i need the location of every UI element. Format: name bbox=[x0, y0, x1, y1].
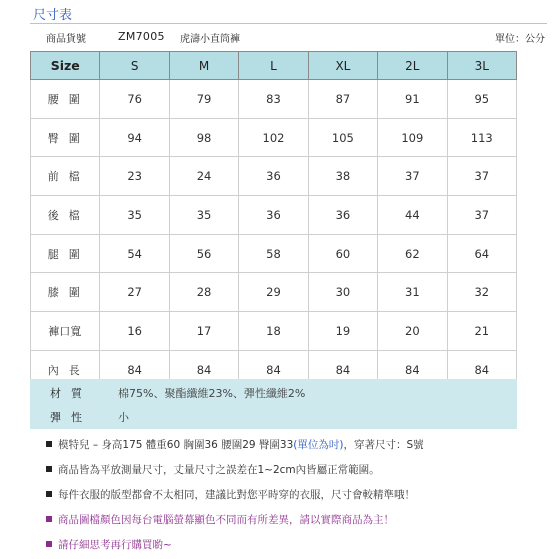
table-cell: 98 bbox=[169, 118, 238, 157]
header-size: Size bbox=[31, 52, 100, 80]
row-label: 內長 bbox=[31, 350, 100, 389]
table-cell: 44 bbox=[378, 196, 447, 235]
bullet-icon bbox=[46, 466, 52, 472]
table-cell: 35 bbox=[169, 196, 238, 235]
table-cell: 79 bbox=[169, 80, 238, 119]
table-cell: 84 bbox=[169, 350, 238, 389]
row-label: 臀圍 bbox=[31, 118, 100, 157]
unit-label: 單位：公分 bbox=[495, 34, 545, 45]
table-cell: 23 bbox=[100, 157, 169, 196]
note-measure-text: 商品皆為平放測量尺寸，丈量尺寸之誤差在1~2cm內皆屬正常範圍。 bbox=[58, 464, 380, 476]
note-measure bbox=[46, 462, 380, 477]
table-cell: 37 bbox=[447, 196, 516, 235]
table-cell: 36 bbox=[239, 196, 308, 235]
row-label: 膝圍 bbox=[31, 273, 100, 312]
product-name: 虎濤小直筒褲 bbox=[180, 34, 240, 45]
table-row bbox=[31, 234, 517, 273]
table-cell: 62 bbox=[378, 234, 447, 273]
table-row bbox=[31, 196, 517, 235]
row-label: 後檔 bbox=[31, 196, 100, 235]
size-table bbox=[30, 51, 517, 390]
note-fit bbox=[46, 487, 415, 502]
note-model-size: ，穿著尺寸：S號 bbox=[343, 439, 424, 451]
table-cell: 64 bbox=[447, 234, 516, 273]
table-cell: 21 bbox=[447, 312, 516, 351]
table-cell: 19 bbox=[308, 312, 377, 351]
table-cell: 16 bbox=[100, 312, 169, 351]
table-cell: 28 bbox=[169, 273, 238, 312]
table-cell: 29 bbox=[239, 273, 308, 312]
table-cell: 84 bbox=[447, 350, 516, 389]
table-cell: 91 bbox=[378, 80, 447, 119]
table-cell: 37 bbox=[447, 157, 516, 196]
product-code-label: 商品貨號 bbox=[46, 34, 86, 45]
table-cell: 38 bbox=[308, 157, 377, 196]
header-l: L bbox=[239, 52, 308, 80]
note-fit-text: 每件衣服的版型都會不太相同，建議比對您平時穿的衣服，尺寸會較精準哦！ bbox=[58, 489, 415, 501]
note-think bbox=[46, 537, 172, 552]
bullet-icon bbox=[46, 491, 52, 497]
note-color-text: 商品圖檔顏色因每台電腦螢幕顯色不同而有所差異，請以實際商品為主！ bbox=[58, 514, 394, 526]
table-cell: 60 bbox=[308, 234, 377, 273]
table-cell: 35 bbox=[100, 196, 169, 235]
note-model-text: 模特兒 – 身高175 體重60 胸圍36 腰圍29 臀圍33 bbox=[58, 439, 294, 451]
table-cell: 17 bbox=[169, 312, 238, 351]
table-cell: 84 bbox=[378, 350, 447, 389]
title-divider bbox=[30, 23, 547, 24]
note-model-unit: (單位為吋) bbox=[293, 439, 344, 451]
table-cell: 36 bbox=[308, 196, 377, 235]
table-cell: 102 bbox=[239, 118, 308, 157]
table-row bbox=[31, 273, 517, 312]
page-title: 尺寸表 bbox=[33, 8, 73, 23]
table-cell: 95 bbox=[447, 80, 516, 119]
fabric-label: 材質 bbox=[50, 387, 92, 400]
product-info-bar bbox=[30, 28, 547, 46]
header-m: M bbox=[169, 52, 238, 80]
table-cell: 109 bbox=[378, 118, 447, 157]
table-cell: 30 bbox=[308, 273, 377, 312]
table-row bbox=[31, 118, 517, 157]
header-3l: 3L bbox=[447, 52, 516, 80]
row-label: 腰圍 bbox=[31, 80, 100, 119]
fabric-value: 棉75%、聚酯纖維23%、彈性纖維2% bbox=[118, 387, 306, 400]
table-cell: 31 bbox=[378, 273, 447, 312]
size-header-row bbox=[31, 52, 517, 80]
table-cell: 18 bbox=[239, 312, 308, 351]
bullet-icon bbox=[46, 516, 52, 522]
header-s: S bbox=[100, 52, 169, 80]
table-cell: 84 bbox=[308, 350, 377, 389]
table-cell: 32 bbox=[447, 273, 516, 312]
table-row bbox=[31, 80, 517, 119]
material-panel bbox=[30, 379, 517, 429]
table-cell: 94 bbox=[100, 118, 169, 157]
table-cell: 56 bbox=[169, 234, 238, 273]
table-cell: 24 bbox=[169, 157, 238, 196]
header-2l: 2L bbox=[378, 52, 447, 80]
table-row bbox=[31, 157, 517, 196]
table-cell: 37 bbox=[378, 157, 447, 196]
note-think-text: 請仔細思考再行購買喲~ bbox=[58, 539, 172, 551]
table-cell: 105 bbox=[308, 118, 377, 157]
row-label: 前檔 bbox=[31, 157, 100, 196]
table-cell: 54 bbox=[100, 234, 169, 273]
table-cell: 20 bbox=[378, 312, 447, 351]
table-cell: 58 bbox=[239, 234, 308, 273]
table-cell: 87 bbox=[308, 80, 377, 119]
bullet-icon bbox=[46, 541, 52, 547]
table-cell: 76 bbox=[100, 80, 169, 119]
row-label: 腿圍 bbox=[31, 234, 100, 273]
table-cell: 27 bbox=[100, 273, 169, 312]
stretch-label: 彈性 bbox=[50, 411, 92, 424]
table-cell: 83 bbox=[239, 80, 308, 119]
table-cell: 84 bbox=[239, 350, 308, 389]
note-model bbox=[46, 437, 424, 452]
note-color bbox=[46, 512, 394, 527]
bullet-icon bbox=[46, 441, 52, 447]
table-cell: 113 bbox=[447, 118, 516, 157]
product-code: ZM7005 bbox=[118, 30, 165, 43]
stretch-value: 小 bbox=[118, 411, 129, 424]
row-label: 褲口寬 bbox=[31, 312, 100, 351]
header-xl: XL bbox=[308, 52, 377, 80]
table-cell: 36 bbox=[239, 157, 308, 196]
table-cell: 84 bbox=[100, 350, 169, 389]
table-row bbox=[31, 312, 517, 351]
